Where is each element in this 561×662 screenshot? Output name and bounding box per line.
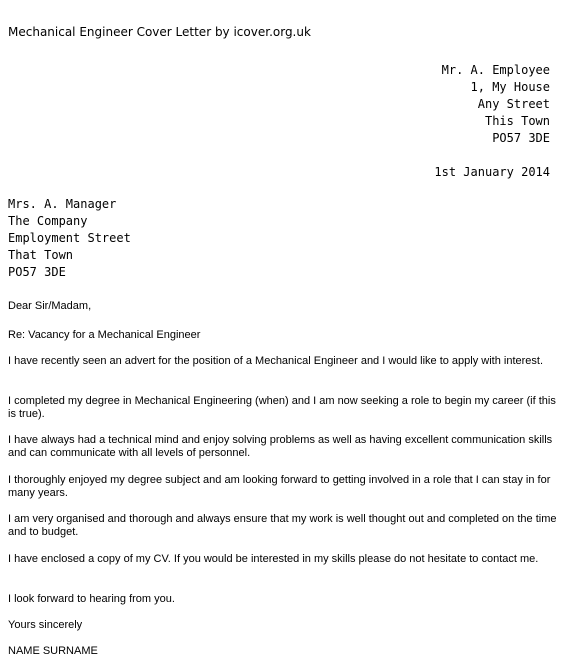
salutation: Dear Sir/Madam,: [8, 300, 92, 312]
sender-street: Any Street: [477, 97, 550, 111]
recipient-address: [8, 196, 131, 281]
body-paragraph-6: I have enclosed a copy of my CV. If you would be interested in my skills please do not hesitate to contact me.: [8, 553, 539, 565]
body-paragraph-7: I look forward to hearing from you.: [8, 593, 175, 605]
body-paragraph-5: I am very organised and thorough and always ensure that my work is well thought out and completed on the time and to budget.: [8, 513, 557, 538]
document-title: Mechanical Engineer Cover Letter by icover.org.uk: [8, 25, 311, 39]
body-paragraph-2: I completed my degree in Mechanical Engineering (when) and I am now seeking a role to begin my career (if this is true).: [8, 395, 556, 420]
recipient-town: That Town: [8, 248, 74, 262]
sender-name: Mr. A. Employee: [441, 63, 550, 77]
signature-name: NAME SURNAME: [8, 645, 98, 657]
recipient-postcode: PO57 3DE: [8, 265, 66, 279]
closing: Yours sincerely: [8, 619, 83, 631]
recipient-company: The Company: [8, 214, 88, 228]
subject-line: Re: Vacancy for a Mechanical Engineer: [8, 329, 201, 341]
sender-address-line: 1, My House: [470, 80, 550, 94]
letter-date: 1st January 2014: [434, 165, 550, 179]
recipient-name: Mrs. A. Manager: [8, 197, 117, 211]
sender-address: [442, 62, 550, 147]
sender-postcode: PO57 3DE: [492, 131, 550, 145]
body-paragraph-4: I thoroughly enjoyed my degree subject and am looking forward to getting involved in a role that I can stay in for many years.: [8, 474, 551, 499]
recipient-street: Employment Street: [8, 231, 131, 245]
body-paragraph-3: I have always had a technical mind and enjoy solving problems as well as having excellent communication skills and can communicate with all levels of personnel.: [8, 434, 553, 459]
sender-town: This Town: [484, 114, 550, 128]
body-paragraph-1: I have recently seen an advert for the position of a Mechanical Engineer and I would like to apply with interest.: [8, 355, 544, 367]
